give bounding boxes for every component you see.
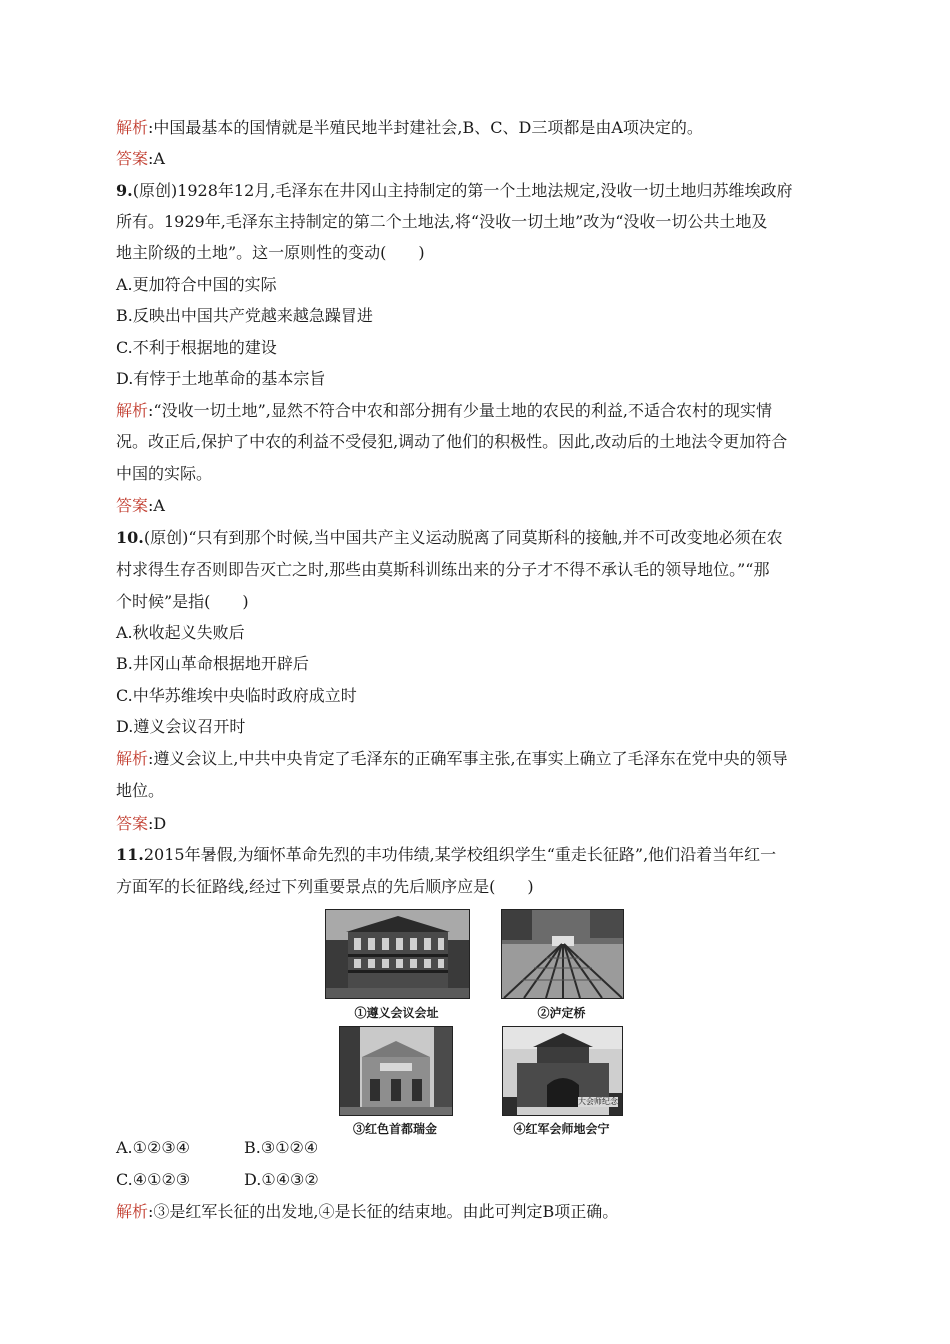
q11-option-d: D.①④③②	[244, 1170, 319, 1189]
q8-analysis: 解析:中国最基本的国情就是半殖民地半封建社会,B、C、D三项都是由A项决定的。	[116, 118, 703, 137]
q9-option-b: B.反映出中国共产党越来越急躁冒进	[116, 306, 373, 325]
q10-option-d: D.遵义会议召开时	[116, 717, 246, 736]
q10-stem-line1: 10.(原创)“只有到那个时候,当中国共产主义运动脱离了同莫斯科的接触,并不可改变地必须在农	[116, 528, 783, 547]
q11-options-row1	[116, 1138, 836, 1158]
q11-option-a: A.①②③④	[116, 1138, 191, 1157]
photo-ruijin-red-capital	[339, 1026, 453, 1116]
question-number: 10.	[116, 528, 144, 547]
q11-option-b: B.③①②④	[244, 1138, 319, 1157]
q9-answer: 答案:A	[116, 496, 165, 515]
q10-answer: 答案:D	[116, 814, 167, 833]
question-number: 9.	[116, 181, 133, 200]
photo-caption-1: ①遵义会议会址	[354, 1006, 439, 1020]
q11-stem-line2: 方面军的长征路线,经过下列重要景点的先后顺序应是( )	[116, 877, 534, 896]
q10-stem-line3: 个时候”是指( )	[116, 592, 249, 611]
q10-option-a: A.秋收起义失败后	[116, 623, 245, 642]
q9-analysis-line1: 解析:“没收一切土地”,显然不符合中农和部分拥有少量土地的农民的利益,不适合农村的现实情	[116, 401, 772, 420]
q9-stem-line3: 地主阶级的土地”。这一原则性的变动( )	[116, 243, 425, 262]
analysis-label: 解析	[116, 1202, 149, 1221]
photo-caption-3: ③红色首都瑞金	[352, 1122, 437, 1136]
answer-label: 答案	[116, 496, 149, 515]
q10-analysis-line2: 地位。	[116, 781, 165, 800]
q9-option-d: D.有悖于土地革命的基本宗旨	[116, 369, 326, 388]
analysis-label: 解析	[116, 401, 149, 420]
analysis-label: 解析	[116, 749, 149, 768]
answer-label: 答案	[116, 814, 149, 833]
q9-stem-line2: 所有。1929年,毛泽东主持制定的第二个土地法,将“没收一切土地”改为“没收一切公共土地及	[116, 212, 768, 231]
q9-analysis-line3: 中国的实际。	[116, 464, 213, 483]
q9-option-c: C.不利于根据地的建设	[116, 338, 277, 357]
answer-label: 答案	[116, 149, 149, 168]
photo-inscription: 大会师纪念	[578, 1097, 618, 1106]
q10-analysis-line1: 解析:遵义会议上,中共中央肯定了毛泽东的正确军事主张,在事实上确立了毛泽东在党中央的领导	[116, 749, 788, 768]
q9-analysis-line2: 况。改正后,保护了中农的利益不受侵犯,调动了他们的积极性。因此,改动后的土地法令更加符合	[116, 432, 788, 451]
q11-stem-line1: 11.2015年暑假,为缅怀革命先烈的丰功伟绩,某学校组织学生“重走长征路”,他们沿着当年红一	[116, 845, 777, 864]
q10-option-b: B.井冈山革命根据地开辟后	[116, 654, 309, 673]
question-number: 11.	[116, 845, 144, 864]
q9-option-a: A.更加符合中国的实际	[116, 275, 277, 294]
photo-zunyi-conference-site	[325, 909, 470, 999]
q8-answer: 答案:A	[116, 149, 165, 168]
photo-caption-4: ④红军会师地会宁	[513, 1122, 610, 1136]
q9-stem-line1: 9.(原创)1928年12月,毛泽东在井冈山主持制定的第一个土地法规定,没收一切土地归苏维埃政府	[116, 181, 793, 200]
photo-luding-bridge	[501, 909, 624, 999]
q11-option-c: C.④①②③	[116, 1170, 191, 1189]
photo-huining-meeting-site	[502, 1026, 623, 1116]
q10-option-c: C.中华苏维埃中央临时政府成立时	[116, 686, 357, 705]
q11-analysis: 解析:③是红军长征的出发地,④是长征的结束地。由此可判定B项正确。	[116, 1202, 619, 1221]
q11-options-row2	[116, 1170, 836, 1190]
analysis-label: 解析	[116, 118, 149, 137]
photo-caption-2: ②泸定桥	[537, 1006, 586, 1020]
q10-stem-line2: 村求得生存否则即告灭亡之时,那些由莫斯科训练出来的分子才不得不承认毛的领导地位。”“那	[116, 560, 770, 579]
